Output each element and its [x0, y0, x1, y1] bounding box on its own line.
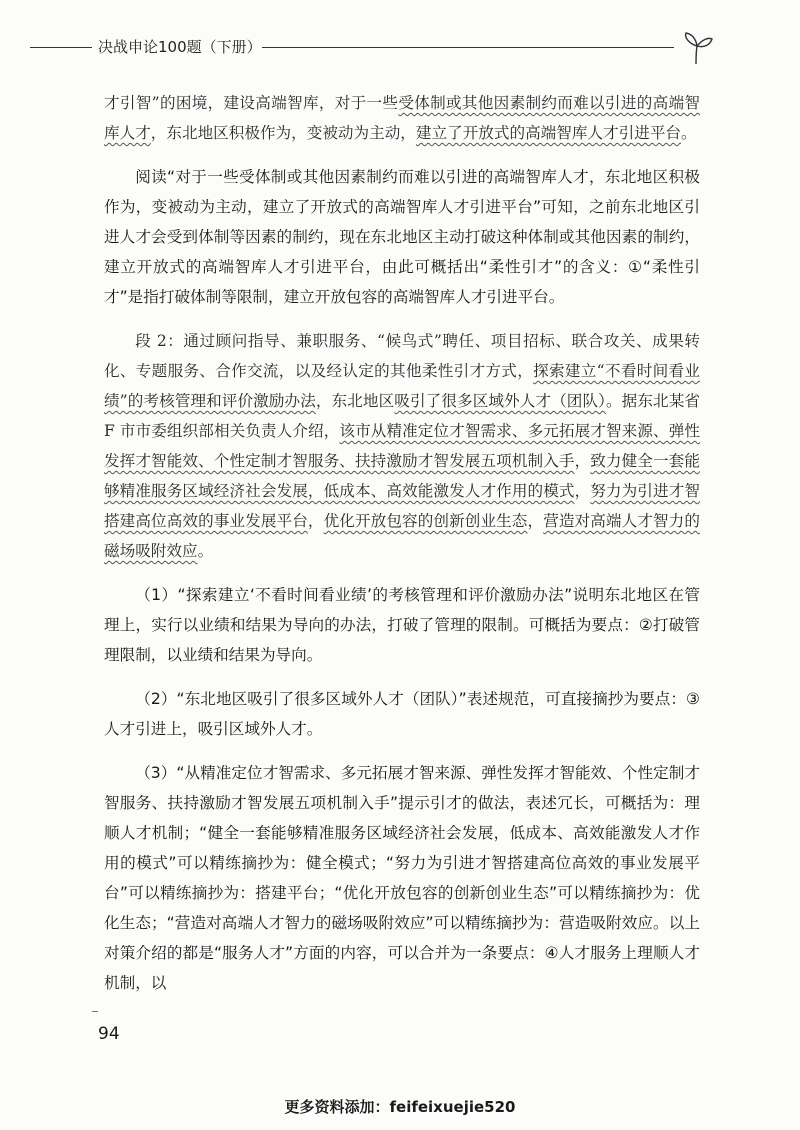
text-segment: 。	[681, 124, 697, 142]
text-segment: ，	[307, 512, 324, 530]
underlined-phrase: 受体制或其他因素制约而难以引进的高端智库人才	[104, 94, 700, 142]
underlined-phrase: 营造对高端人才智力的磁场吸附效应	[104, 512, 700, 560]
page-body	[104, 88, 700, 1012]
underlined-phrase: 致力健全一套能够精准服务区域经济社会发展，低成本、高效能激发人才作用的模式	[104, 452, 700, 500]
text-segment: ，	[574, 452, 591, 470]
paragraph-p1	[104, 88, 700, 148]
text-segment: 阅读“对于一些受体制或其他因素制约而难以引进的高端智库人才，东北地区积极作为，变被动为主动，建立了开放式的高端智库人才引进平台”可知，之前东北地区引进人才会受到体制等因素的制约，现在东北地区主动打破这种体制或其他因素的制约，建立开放式的高端智库人才引进平台，由此可概括出“柔性引才”的含义：①“柔性引才”是指打破体制等限制，建立开放包容的高端智库人才引进平台。	[104, 168, 700, 306]
paragraph-p6	[104, 758, 700, 998]
underlined-phrase: 探索建立“不看时间看业绩”的考核管理和评价激励办法	[104, 362, 700, 410]
text-segment: ，东北地区积极作为，变被动为主动，	[150, 124, 416, 142]
paragraph-p2	[104, 162, 700, 312]
running-header	[0, 28, 800, 68]
book-title: 决战申论100题（下册）	[98, 38, 262, 56]
text-segment: ，	[527, 512, 544, 530]
margin-mark	[92, 1011, 98, 1012]
paragraph-p4	[104, 580, 700, 670]
sprout-icon	[676, 28, 716, 68]
underlined-phrase: 该市从精准定位才智需求、多元拓展才智来源、弹性发挥才智能效、个性定制才智服务、扶持激励才智发展五项机制入手	[104, 422, 700, 470]
paragraph-p3	[104, 326, 700, 566]
paragraph-p5	[104, 684, 700, 744]
text-segment: 。据东北某省 F 市市委组织部相关负责人介绍，	[104, 392, 700, 440]
text-segment: 才引智”的困境，建设高端智库，对于一些	[104, 94, 399, 112]
page-number: 94	[98, 1024, 120, 1044]
text-segment: 。	[197, 542, 214, 560]
header-rule-right	[262, 47, 674, 48]
underlined-phrase: 优化开放包容的创新创业生态	[323, 512, 528, 530]
text-segment: （3）“从精准定位才智需求、多元拓展才智来源、弹性发挥才智能效、个性定制才智服务、扶持激励才智发展五项机制入手”提示引才的做法，表述冗长，可概括为：理顺人才机制；“健全一套能够精准服务区域经济社会发展，低成本、高效能激发人才作用的模式”可以精练摘抄为：健全模式；“努力为引进才智搭建高位高效的事业发展平台”可以精练摘抄为：搭建平台；“优化开放包容的创新创业生态”可以精练摘抄为：优化生态；“营造对高端人才智力的磁场吸附效应”可以精练摘抄为：营造吸附效应。以上对策介绍的都是“服务人才”方面的内容，可以合并为一条要点：④人才服务上理顺人才机制，以	[104, 764, 700, 992]
text-segment: ，	[574, 482, 591, 500]
text-segment: （1）“探索建立‘不看时间看业绩’的考核管理和评价激励办法”说明东北地区在管理上，实行以业绩和结果为导向的办法，打破了管理的限制。可概括为要点：②打破管理限制，以业绩和结果为导向。	[104, 586, 700, 664]
text-segment: 段 2：通过顾问指导、兼职服务、“候鸟式”聘任、项目招标、联合攻关、成果转化、专题服务、合作交流，以及经认定的其他柔性引才方式，	[104, 332, 700, 380]
text-segment: ，东北地区	[315, 392, 395, 410]
underlined-phrase: 努力为引进才智搭建高位高效的事业发展平台	[104, 482, 700, 530]
text-segment: （2）“东北地区吸引了很多区域外人才（团队）”表述规范，可直接摘抄为要点：③人才引进上，吸引区域外人才。	[104, 690, 700, 738]
underlined-phrase: 建立了开放式的高端智库人才引进平台	[415, 124, 682, 142]
header-rule-left	[30, 47, 92, 48]
footer-note: 更多资料添加：feifeixuejie520	[284, 1098, 516, 1116]
underlined-phrase: 吸引了很多区域外人才（团队）	[394, 392, 606, 410]
